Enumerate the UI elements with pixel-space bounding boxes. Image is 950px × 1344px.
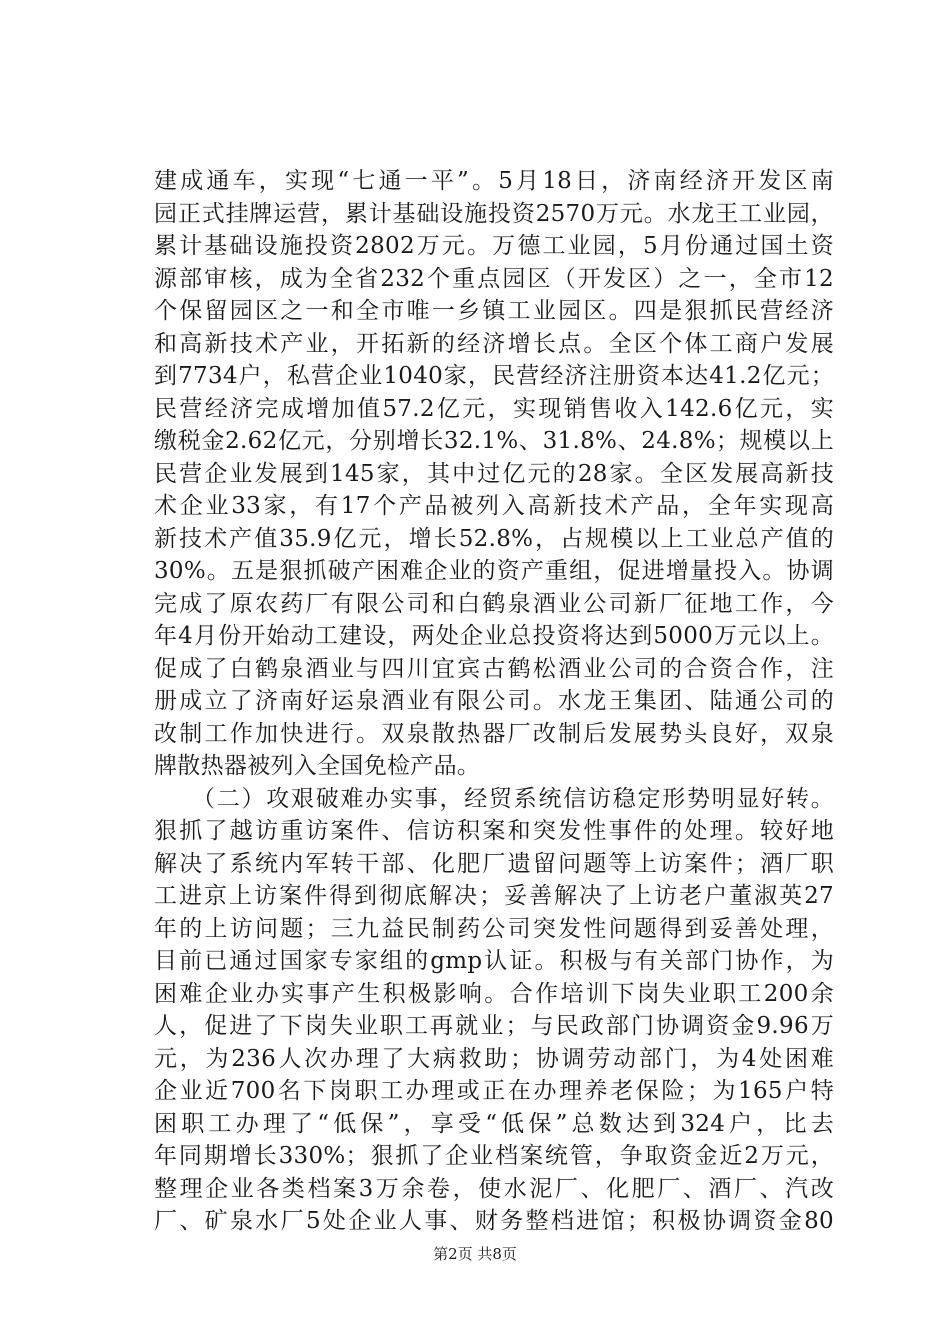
text-line: 累计基础设施投资2802万元。万德工业园，5月份通过国土资: [154, 233, 834, 259]
text-line: 困职工办理了“低保”，享受“低保”总数达到324户，比去: [154, 1110, 834, 1137]
text-line: 解决了系统内军转干部、化肥厂遗留问题等上访案件；酒厂职: [154, 850, 834, 877]
text-line: 术企业33家，有17个产品被列入高新技术产品，全年实现高: [154, 493, 834, 519]
text-line: 新技术产值35.9亿元，增长52.8%，占规模以上工业总产值的: [154, 525, 834, 552]
text-line: 年4月份开始动工建设，两处企业总投资将达到5000万元以上。: [154, 623, 834, 649]
text-line: 民营经济完成增加值57.2亿元，实现销售收入142.6亿元，实: [154, 395, 834, 422]
text-line: 目前已通过国家专家组的gmp认证。积极与有关部门协作，为: [154, 948, 834, 974]
text-line: 改制工作加快进行。双泉散热器厂改制后发展势头良好，双泉: [154, 720, 834, 747]
text-line: 狠抓了越访重访案件、信访积案和突发性事件的处理。较好地: [154, 818, 834, 844]
text-line: 困难企业办实事产生积极影响。合作培训下岗失业职工200余: [154, 980, 834, 1007]
text-line: 30%。五是狠抓破产困难企业的资产重组，促进增量投入。协调: [154, 558, 834, 584]
document-body: [154, 165, 834, 1238]
text-line: 厂、矿泉水厂5处企业人事、财务整档进馆；积极协调资金80: [154, 1208, 834, 1234]
text-line: 年同期增长330%；狠抓了企业档案统管，争取资金近2万元，: [154, 1143, 834, 1169]
text-line: 缴税金2.62亿元，分别增长32.1%、31.8%、24.8%；规模以上: [154, 428, 834, 454]
text-line: 民营企业发展到145家，其中过亿元的28家。全区发展高新技: [154, 460, 834, 487]
text-line: 整理企业各类档案3万余卷，使水泥厂、化肥厂、酒厂、汽改: [154, 1175, 834, 1202]
text-line: 园正式挂牌运营，累计基础设施投资2570万元。水龙王工业园，: [154, 200, 834, 227]
text-line: 和高新技术产业，开拓新的经济增长点。全区个体工商户发展: [154, 330, 834, 357]
text-line: 完成了原农药厂有限公司和白鹤泉酒业公司新厂征地工作，今: [154, 590, 834, 617]
text-line: 人，促进了下岗失业职工再就业；与民政部门协调资金9.96万: [154, 1013, 834, 1039]
text-line: 工进京上访案件得到彻底解决；妥善解决了上访老户董淑英27: [154, 883, 834, 909]
text-line: 元，为236人次办理了大病救助；协调劳动部门，为4处困难: [154, 1045, 834, 1072]
page-footer: 第2页 共8页: [433, 1245, 517, 1263]
text-line: 个保留园区之一和全市唯一乡镇工业园区。四是狠抓民营经济: [154, 298, 834, 324]
text-line: 牌散热器被列入全国免检产品。: [154, 753, 481, 779]
text-line: 到7734户，私营企业1040家，民营经济注册资本达41.2亿元；: [154, 363, 834, 389]
text-line: 源部审核，成为全省232个重点园区（开发区）之一，全市12: [154, 265, 834, 292]
text-line: 册成立了济南好运泉酒业有限公司。水龙王集团、陆通公司的: [154, 688, 834, 714]
text-line: 企业近700名下岗职工办理或正在办理养老保险；为165户特: [154, 1078, 834, 1104]
text-line: （二）攻艰破难办实事，经贸系统信访稳定形势明显好转。: [154, 785, 834, 812]
text-line: 年的上访问题；三九益民制药公司突发性问题得到妥善处理，: [154, 915, 834, 942]
text-line: 促成了白鹤泉酒业与四川宜宾古鹤松酒业公司的合资合作，注: [154, 655, 834, 682]
text-line: 建成通车，实现“七通一平”。5月18日，济南经济开发区南: [154, 168, 834, 194]
